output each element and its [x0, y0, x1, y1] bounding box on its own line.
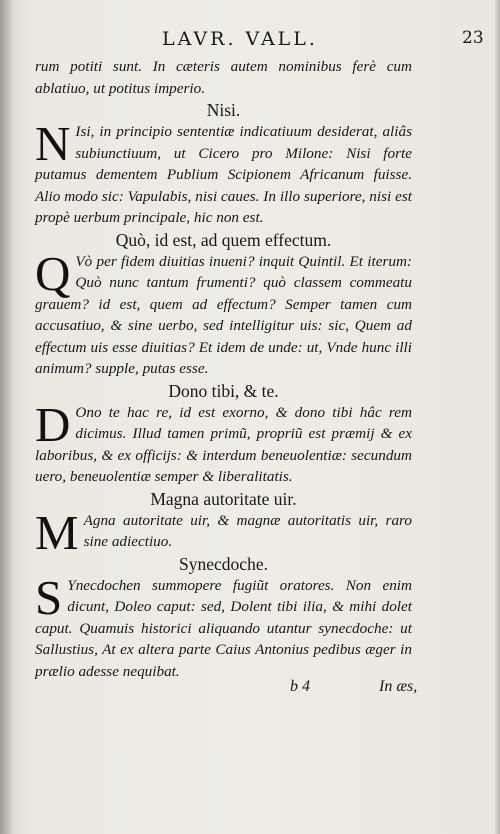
section-heading-dono: Dono tibi, & te.: [168, 380, 279, 401]
drop-capital: M: [35, 504, 79, 560]
catchword: In æs,: [379, 678, 418, 695]
section-body-magna: [35, 504, 412, 560]
section-heading-nisi: Nisi.: [206, 100, 241, 120]
text-block: [35, 56, 412, 682]
section-text: Ynecdochen summopere fugiũt oratores. Non enim dicunt, Doleo caput: sed, Dolent tibi ilia, & mihi dolet caput. Quamuis historici aliquando utantur synecdoche: ut Sallustius, At ex altera parte Caius Antonius pedibus æger in prælio adesse nequibat.: [35, 576, 412, 680]
section-body-quo: [35, 245, 412, 380]
section-text: Isi, in principio sententiæ indicatiuum desiderat, aliâs subiunctiuum, ut Cicero pro Milone: Nisi forte putamus dementem Publium Scipionem Africanum fuisse. Alio modo sic: Vapulabis, nisi caues. In illo superiore, nisi est propè uerbum principale, hic non est.: [35, 123, 412, 226]
section-body-synecdoche: [35, 569, 412, 683]
section-heading-synecdoche: Synecdoche.: [179, 553, 268, 574]
section-text: Ono te hac re, id est exorno, & dono tibi hâc rem dicimus. Illud tamen primũ, propriũ est præmij & ex laboribus, & ex officijs: & interdum beneuolentiæ: secundum uero, beneuolentiæ semper & liberalitatis.: [35, 403, 412, 485]
continuation-paragraph: rum potiti sunt. In cæteris autem nominibus ferè cum ablatiuo, ut potitus imperio.: [35, 58, 412, 97]
section-text: Agna autoritate uir, & magnæ autoritatis uir, raro sine adiectiuo.: [83, 511, 412, 550]
page-header: [0, 24, 500, 54]
drop-capital: S: [35, 569, 63, 625]
drop-capital: N: [35, 116, 71, 171]
signature-mark: b 4: [290, 678, 310, 695]
page-number: 23: [462, 28, 484, 48]
section-text: Vò per fidem diuitias inueni? inquit Quintil. Et iterum: Quò nunc tantum frumenti? quò classem commeatu grauem? id est, quem ad effectum? Semper tamen cum accusatiuo, & sine uerbo, sed intelligitur uis: sic, Quem ad effectum uis esse diuitias? Et idem de unde: ut, Vnde hunc illi animum? supple, putas esse.: [35, 252, 412, 377]
page-footer: [0, 676, 500, 702]
drop-capital: Q: [35, 245, 71, 301]
section-body-nisi: [35, 116, 412, 229]
section-body-dono: [35, 396, 412, 488]
section-heading-magna: Magna autoritate uir.: [150, 488, 297, 509]
drop-capital: D: [35, 396, 71, 452]
running-head: LAVR. VALL.: [162, 28, 318, 50]
section-heading-quo: Quò, id est, ad quem effectum.: [115, 229, 332, 250]
